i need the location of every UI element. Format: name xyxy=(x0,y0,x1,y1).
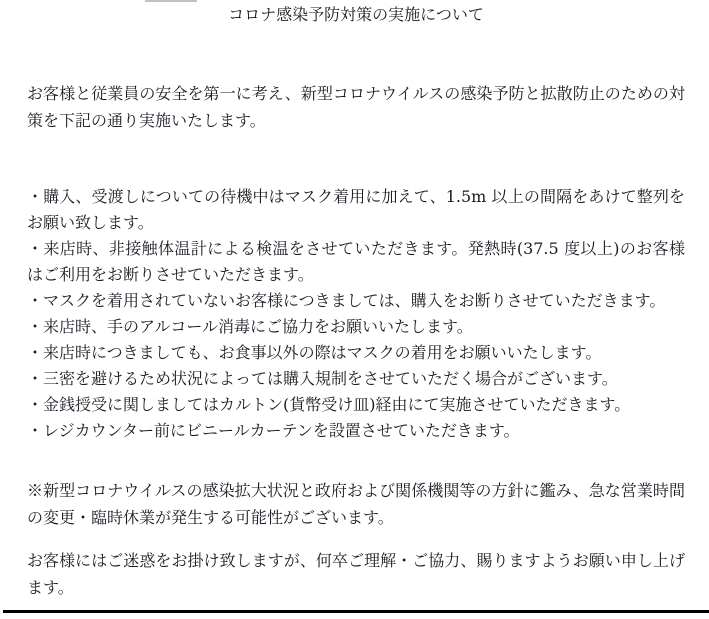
list-item: ・来店時につきましても、お食事以外の際はマスクの着用をお願いいたします。 xyxy=(27,343,602,362)
note-paragraph: ※新型コロナウイルスの感染拡大状況と政府および関係機関等の方針に鑑み、急な営業時間の変更・臨時休業が発生する可能性がございます。 xyxy=(27,481,685,527)
measures-list xyxy=(27,184,685,444)
list-item: ・三密を避けるため状況によっては購入規制をさせていただく場合がございます。 xyxy=(27,369,618,388)
bottom-divider xyxy=(3,610,709,613)
list-item: ・来店時、非接触体温計による検温をさせていただきます。発熱時(37.5 度以上)のお客様はご利用をお断りさせていただきます。 xyxy=(27,239,685,284)
document-title: コロナ感染予防対策の実施について xyxy=(228,5,484,24)
list-item: ・マスクを着用されていないお客様につきましては、購入をお断りさせていただきます。 xyxy=(27,291,666,310)
list-item: ・購入、受渡しについての待機中はマスク着用に加えて、1.5m 以上の間隔をあけて整列をお願い致します。 xyxy=(27,187,685,232)
document-body xyxy=(27,0,685,601)
list-item: ・来店時、手のアルコール消毒にご協力をお願いいたします。 xyxy=(27,317,473,336)
intro-paragraph: お客様と従業員の安全を第一に考え、新型コロナウイルスの感染予防と拡散防止のための対策を下記の通り実施いたします。 xyxy=(27,84,685,130)
closing-paragraph: お客様にはご迷惑をお掛け致しますが、何卒ご理解・ご協力、賜りますようお願い申し上げます。 xyxy=(27,551,685,597)
list-item: ・レジカウンター前にビニールカーテンを設置させていただきます。 xyxy=(27,421,520,440)
list-item: ・金銭授受に関しましてはカルトン(貨幣受け皿)経由にて実施させていただきます。 xyxy=(27,395,631,414)
